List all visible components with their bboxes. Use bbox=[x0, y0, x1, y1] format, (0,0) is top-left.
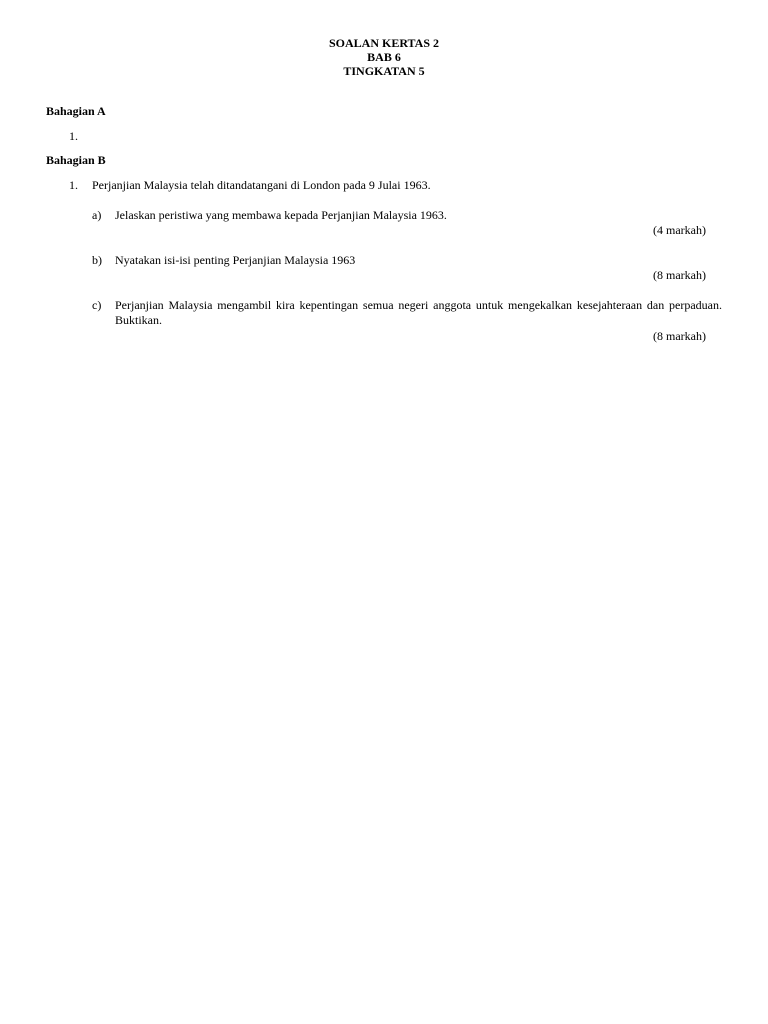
part-c-text: Perjanjian Malaysia mengambil kira kepentingan semua negeri anggota untuk mengekalkan kesejahteraan dan perpaduan. Buktikan. bbox=[115, 298, 722, 327]
question-stem: Perjanjian Malaysia telah ditandatangani di London pada 9 Julai 1963. bbox=[92, 178, 431, 192]
part-b-text: Nyatakan isi-isi penting Perjanjian Malaysia 1963 bbox=[115, 253, 356, 267]
header-form: TINGKATAN 5 bbox=[343, 64, 425, 78]
header-title: SOALAN KERTAS 2 bbox=[328, 36, 440, 50]
part-c-marks: (8 markah) bbox=[653, 329, 706, 343]
part-b-label: b) bbox=[92, 253, 102, 267]
part-a-label: a) bbox=[92, 208, 102, 222]
part-b-marks: (8 markah) bbox=[653, 268, 706, 282]
part-a-marks: (4 markah) bbox=[653, 223, 706, 237]
part-c-label: c) bbox=[92, 298, 102, 312]
section-b-title: Bahagian B bbox=[46, 153, 106, 167]
question-number: 1. bbox=[69, 178, 78, 192]
part-a-text: Jelaskan peristiwa yang membawa kepada Perjanjian Malaysia 1963. bbox=[115, 208, 447, 222]
document-header bbox=[0, 36, 768, 78]
header-chapter: BAB 6 bbox=[367, 50, 401, 64]
section-a-title: Bahagian A bbox=[46, 104, 106, 118]
section-a-item-number: 1. bbox=[69, 129, 78, 143]
